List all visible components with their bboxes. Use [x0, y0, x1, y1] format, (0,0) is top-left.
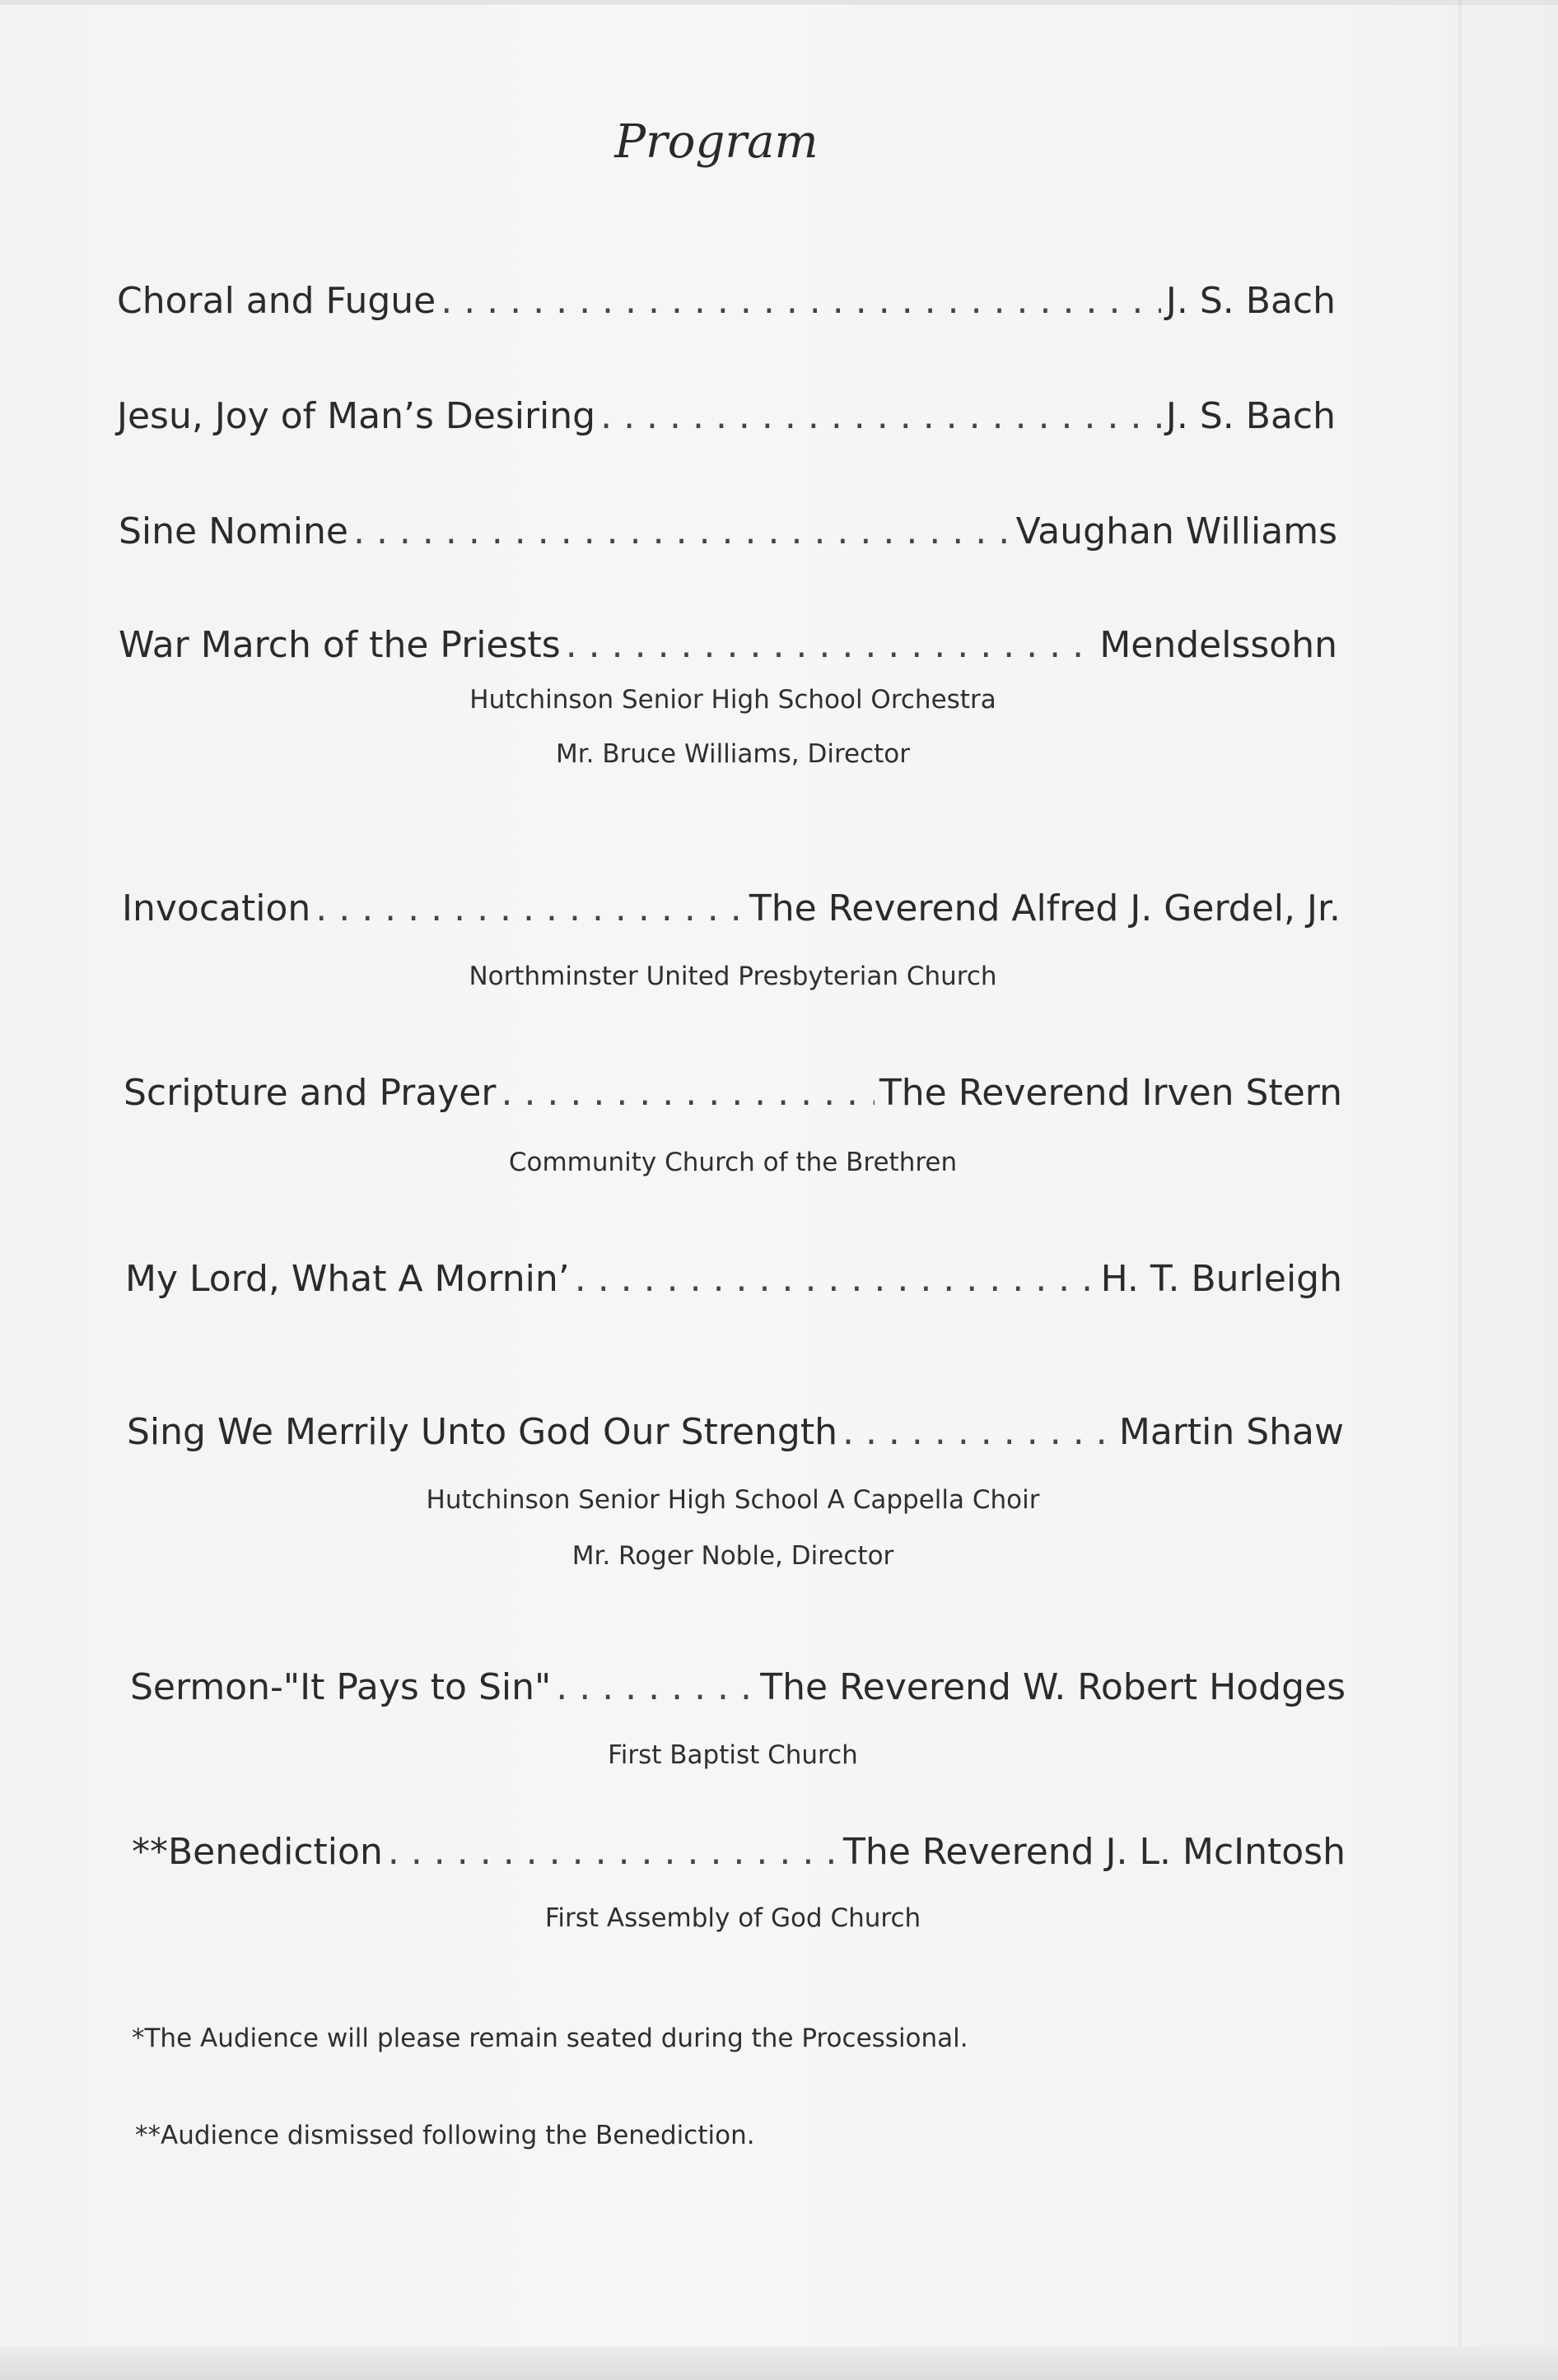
church-line: Community Church of the Brethren [508, 1148, 958, 1177]
program-item [122, 887, 1341, 929]
piece-credit: Vaughan Williams [1015, 510, 1337, 552]
dot-leader [600, 395, 1161, 437]
program-item [117, 395, 1336, 437]
program-item [119, 624, 1337, 666]
piece-credit: The Reverend Alfred J. Gerdel, Jr. [749, 887, 1341, 929]
dot-leader [566, 624, 1095, 666]
director-line: Mr. Bruce Williams, Director [556, 739, 910, 769]
piece-title: Invocation [122, 887, 311, 929]
program-item [130, 1666, 1346, 1708]
piece-title: Jesu, Joy of Man’s Desiring [117, 395, 596, 437]
dot-leader [441, 280, 1161, 322]
piece-credit: H. T. Burleigh [1100, 1258, 1342, 1300]
program-item [127, 1411, 1344, 1453]
processional-note: *The Audience will please remain seated during the Processional. [132, 2024, 968, 2053]
dot-leader [556, 1666, 755, 1708]
program-item [125, 1258, 1342, 1300]
piece-title: Sermon-"It Pays to Sin" [130, 1666, 552, 1708]
performer-line: Hutchinson Senior High School A Cappella Choir [426, 1485, 1040, 1515]
piece-title: War March of the Priests [119, 624, 561, 666]
program-item [117, 280, 1336, 322]
program-item [119, 510, 1337, 552]
piece-credit: The Reverend W. Robert Hodges [760, 1666, 1346, 1708]
paper-top-edge [0, 0, 1558, 5]
dot-leader [388, 1831, 838, 1873]
piece-credit: Martin Shaw [1118, 1411, 1344, 1453]
piece-credit: The Reverend Irven Stern [879, 1072, 1342, 1114]
piece-credit: J. S. Bach [1165, 280, 1336, 322]
paper-fold-line [1458, 0, 1462, 2380]
piece-title: Scripture and Prayer [124, 1072, 497, 1114]
piece-credit: J. S. Bach [1165, 395, 1336, 437]
program-title: Program [614, 115, 819, 169]
dismissal-note: **Audience dismissed following the Benediction. [135, 2121, 755, 2150]
director-line: Mr. Roger Noble, Director [571, 1541, 894, 1571]
piece-title: My Lord, What A Mornin’ [125, 1258, 570, 1300]
church-line: First Assembly of God Church [544, 1903, 921, 1933]
dot-leader [842, 1411, 1114, 1453]
performer-line: Hutchinson Senior High School Orchestra [469, 685, 996, 715]
paper-bottom-edge [0, 2346, 1558, 2380]
dot-leader [315, 887, 744, 929]
piece-credit: The Reverend J. L. McIntosh [842, 1831, 1346, 1873]
piece-credit: Mendelssohn [1099, 624, 1337, 666]
program-item [132, 1831, 1346, 1873]
church-line: First Baptist Church [608, 1740, 858, 1770]
church-line: Northminster United Presbyterian Church [469, 962, 997, 991]
dot-leader [353, 510, 1011, 552]
piece-title: Sine Nomine [119, 510, 348, 552]
piece-title: Choral and Fugue [117, 280, 436, 322]
program-item [124, 1072, 1342, 1114]
dot-leader [501, 1072, 874, 1114]
piece-title: **Benediction [132, 1831, 383, 1873]
piece-title: Sing We Merrily Unto God Our Strength [127, 1411, 837, 1453]
dot-leader [575, 1258, 1096, 1300]
